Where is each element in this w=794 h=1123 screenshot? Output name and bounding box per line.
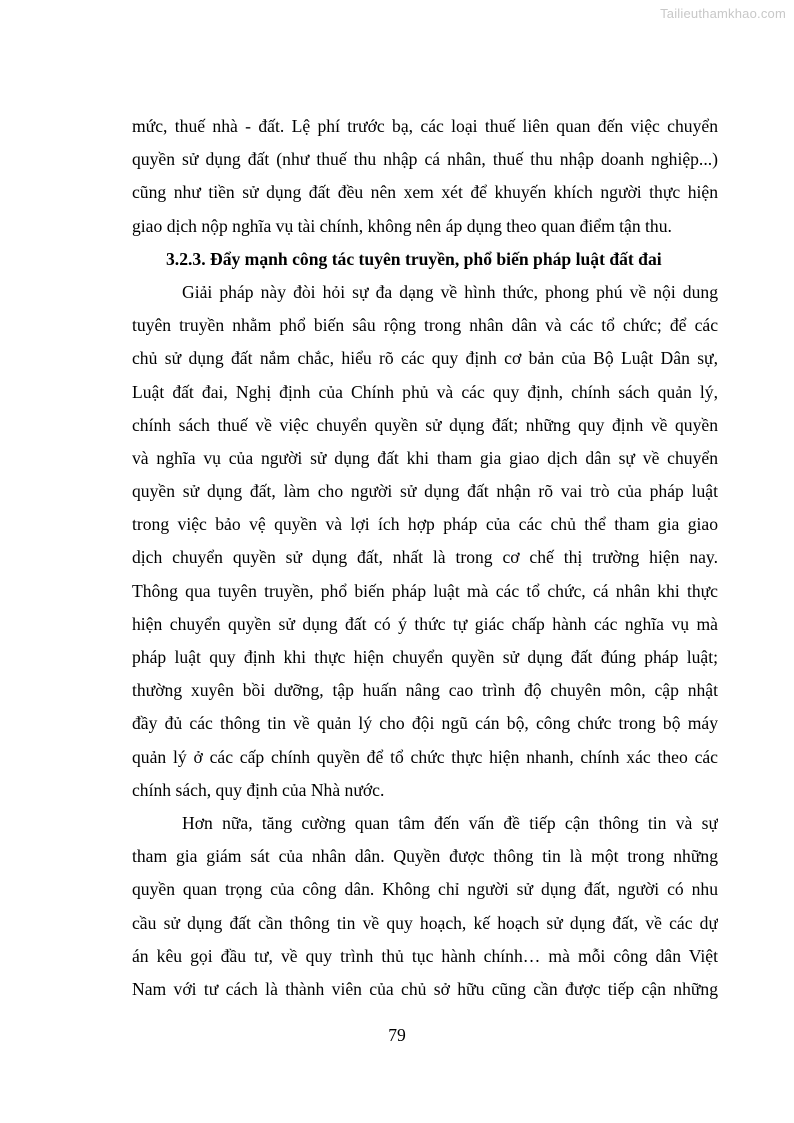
- text-line: Giải pháp này đòi hỏi sự đa dạng về hình thức, phong phú về nội dung: [182, 281, 718, 302]
- text-line: quyền sử dụng đất (như thuế thu nhập cá nhân, thuế thu nhập doanh nghiệp...): [132, 149, 718, 170]
- text-line: đầy đủ các thông tin về quản lý cho đội ngũ cán bộ, công chức trong bộ máy: [132, 713, 718, 734]
- paragraph-solution: [132, 276, 718, 807]
- text-line: quyền quan trọng của công dân. Không chỉ người sử dụng đất, người có nhu: [132, 879, 718, 900]
- text-line: chính sách, quy định của Nhà nước.: [132, 779, 385, 800]
- text-line: thường xuyên bồi dưỡng, tập huấn nâng cao trình độ chuyên môn, cập nhật: [132, 680, 718, 701]
- text-line: chính sách thuế về việc chuyển quyền sử dụng đất; những quy định về quyền: [132, 414, 718, 435]
- text-line: trong việc bảo vệ quyền và lợi ích hợp pháp của các chủ thể tham gia giao: [132, 514, 718, 535]
- text-line: chủ sử dụng đất nắm chắc, hiểu rõ các quy định cơ bản của Bộ Luật Dân sự,: [132, 348, 718, 369]
- text-line: Luật đất đai, Nghị định của Chính phủ và các quy định, chính sách quản lý,: [132, 381, 718, 402]
- text-line: án kêu gọi đầu tư, về quy trình thủ tục hành chính… mà mỗi công dân Việt: [132, 945, 718, 966]
- text-line: pháp luật quy định khi thực hiện chuyển quyền sử dụng đất đúng pháp luật;: [132, 647, 718, 667]
- text-line: dịch chuyển quyền sử dụng đất, nhất là trong cơ chế thị trường hiện nay.: [132, 547, 718, 568]
- text-line: cũng như tiền sử dụng đất đều nên xem xét để khuyến khích người thực hiện: [132, 182, 718, 203]
- text-line: quyền sử dụng đất, làm cho người sử dụng đất nhận rõ vai trò của pháp luật: [132, 481, 718, 502]
- text-line: mức, thuế nhà - đất. Lệ phí trước bạ, các loại thuế liên quan đến việc chuyển: [132, 116, 718, 136]
- paragraph-information-access: [132, 807, 718, 1006]
- section-heading: 3.2.3. Đẩy mạnh công tác tuyên truyền, phổ biến pháp luật đất đai: [166, 248, 662, 269]
- text-line: giao dịch nộp nghĩa vụ tài chính, không nên áp dụng theo quan điểm tận thu.: [132, 215, 672, 236]
- text-line: và nghĩa vụ của người sử dụng đất khi tham gia giao dịch dân sự về chuyển: [132, 447, 718, 468]
- text-line: Nam với tư cách là thành viên của chủ sở hữu cũng cần được tiếp cận những: [132, 978, 718, 999]
- page-number: 79: [388, 1025, 406, 1045]
- text-line: Thông qua tuyên truyền, phổ biến pháp luật mà các tổ chức, cá nhân khi thực: [132, 580, 718, 601]
- text-line: hiện chuyển quyền sử dụng đất có ý thức tự giác chấp hành các nghĩa vụ mà: [132, 613, 718, 634]
- text-line: cầu sử dụng đất cần thông tin về quy hoạch, kế hoạch sử dụng đất, về các dự: [132, 912, 718, 933]
- text-line: Hơn nữa, tăng cường quan tâm đến vấn đề tiếp cận thông tin và sự: [182, 812, 718, 833]
- text-line: quản lý ở các cấp chính quyền để tổ chức thực hiện nhanh, chính xác theo các: [132, 746, 718, 767]
- watermark: Tailieuthamkhao.com: [660, 6, 786, 21]
- paragraph-continuation: [132, 110, 718, 243]
- text-line: tham gia giám sát của nhân dân. Quyền được thông tin là một trong những: [132, 846, 718, 867]
- document-body: [132, 110, 718, 1006]
- text-line: tuyên truyền nhằm phổ biến sâu rộng trong nhân dân và các tổ chức; để các: [132, 315, 718, 336]
